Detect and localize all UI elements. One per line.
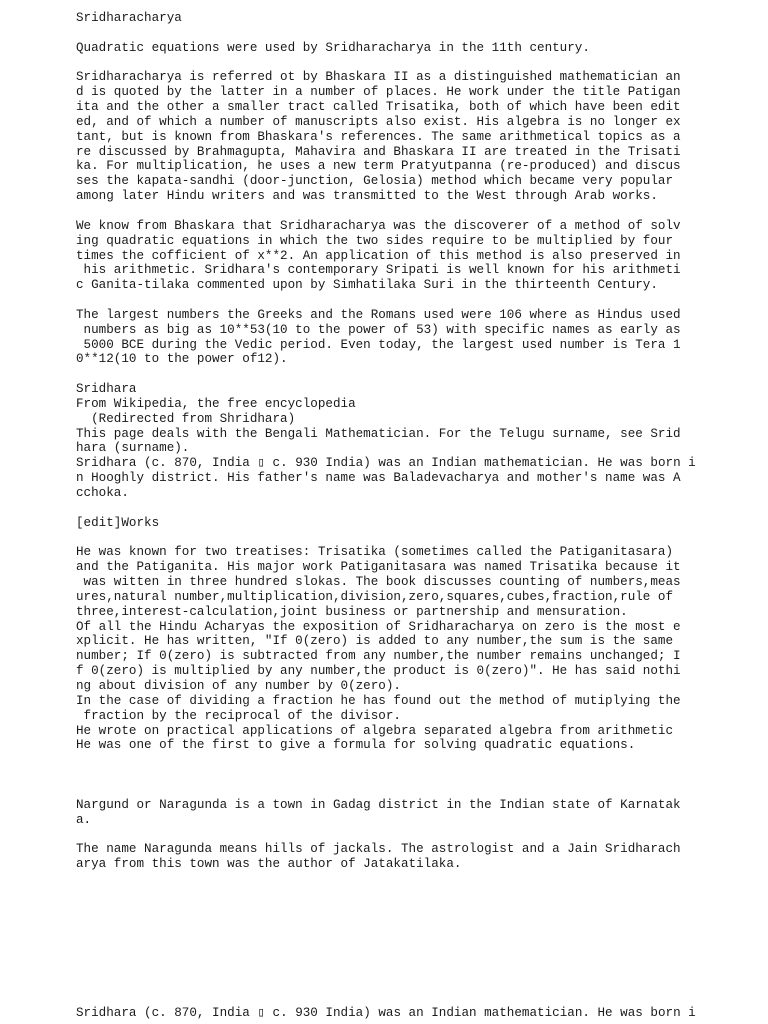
- text-line: ing quadratic equations in which the two sides require to be multiplied by four: [76, 233, 674, 248]
- spacer: [76, 916, 736, 931]
- paragraph-naragunda-name: [76, 842, 736, 872]
- text-line: n Hooghly district. His father's name was Baladevacharya and mother's name was A: [76, 471, 681, 486]
- text-line: ng about division of any number by 0(zero).: [76, 678, 401, 693]
- spacer: [76, 753, 736, 768]
- text-line: fraction by the reciprocal of the divisor.: [76, 708, 401, 723]
- text-line: three,interest-calculation,joint business or partnership and mensuration.: [76, 604, 628, 619]
- spacer: [76, 946, 736, 961]
- text-line: Sridhara (c. 870, India ▯ c. 930 India) was an Indian mathematician. He was born i: [76, 456, 696, 471]
- text-line: ed, and of which a number of manuscripts also exist. His algebra is no longer ex: [76, 114, 681, 129]
- text-line: his arithmetic. Sridhara's contemporary Sripati is well known for his arithmeti: [76, 263, 681, 278]
- paragraph-sridharacharya-bio: [76, 70, 736, 204]
- spacer: [76, 293, 736, 308]
- spacer: [76, 531, 736, 546]
- text-line: 0**12(10 to the power of12).: [76, 352, 288, 367]
- spacer: [76, 783, 736, 798]
- text-line: and the Patiganita. His major work Patiganitasara was named Trisatika because it: [76, 560, 681, 575]
- text-line: 5000 BCE during the Vedic period. Even today, the largest used number is Tera 1: [76, 337, 681, 352]
- text-line: was witten in three hundred slokas. The book discusses counting of numbers,meas: [76, 575, 681, 590]
- text-line: number; If 0(zero) is subtracted from any number,the number remains unchanged; I: [76, 649, 681, 664]
- text-line: Of all the Hindu Acharyas the exposition of Sridharacharya on zero is the most e: [76, 619, 681, 634]
- text-line: Nargund or Naragunda is a town in Gadag district in the Indian state of Karnatak: [76, 797, 681, 812]
- text-line: re discussed by Brahmagupta, Mahavira and Bhaskara II are treated in the Trisati: [76, 144, 681, 159]
- text-line: c Ganita-tilaka commented upon by Simhatilaka Suri in the thirteenth Century.: [76, 278, 658, 293]
- text-line: tant, but is known from Bhaskara's references. The same arithmetical topics as a: [76, 129, 681, 144]
- spacer: [76, 501, 736, 516]
- spacer: [76, 768, 736, 783]
- text-line: times the cofficient of x**2. An application of this method is also preserved in: [76, 248, 681, 263]
- text-line: ka. For multiplication, he uses a new term Pratyutpanna (re-produced) and discus: [76, 159, 681, 174]
- text-line: He was one of the first to give a formula for solving quadratic equations.: [76, 738, 636, 753]
- spacer: [76, 56, 736, 71]
- spacer: [76, 931, 736, 946]
- works-heading: [edit]Works: [76, 515, 160, 530]
- spacer: [76, 991, 736, 1006]
- spacer: [76, 976, 736, 991]
- paragraph-nargund: [76, 798, 736, 828]
- spacer: [76, 887, 736, 902]
- works-section: [76, 545, 736, 753]
- spacer: [76, 367, 736, 382]
- text-line: hara (surname).: [76, 441, 190, 456]
- text-line: ita and the other a smaller tract called Trisatika, both of which have been edit: [76, 100, 681, 115]
- text-line: In the case of dividing a fraction he has found out the method of mutiplying the: [76, 693, 681, 708]
- spacer: [76, 26, 736, 41]
- spacer: [76, 204, 736, 219]
- paragraph-largest-numbers: [76, 308, 736, 367]
- text-line: a.: [76, 812, 92, 827]
- text-line: numbers as big as 10**53(10 to the power of 53) with specific names as early as: [76, 322, 681, 337]
- text-line: The largest numbers the Greeks and the Romans used were 106 where as Hindus used: [76, 307, 681, 322]
- footer-line: Sridhara (c. 870, India ▯ c. 930 India) was an Indian mathematician. He was born i: [76, 1005, 696, 1020]
- spacer: [76, 872, 736, 887]
- wikipedia-excerpt: [76, 382, 736, 501]
- document-page: [76, 11, 736, 1020]
- text-line: arya from this town was the author of Jatakatilaka.: [76, 857, 462, 872]
- text-line: among later Hindu writers and was transmitted to the West through Arab works.: [76, 189, 658, 204]
- document-heading: Sridharacharya: [76, 11, 182, 25]
- text-line: ses the kapata-sandhi (door-junction, Gelosia) method which became very popular: [76, 174, 674, 189]
- text-line: From Wikipedia, the free encyclopedia: [76, 396, 356, 411]
- intro-line: Quadratic equations were used by Sridharacharya in the 11th century.: [76, 40, 590, 55]
- text-line: Sridharacharya is referred ot by Bhaskara II as a distinguished mathematician an: [76, 70, 681, 85]
- text-line: He wrote on practical applications of algebra separated algebra from arithmetic: [76, 723, 674, 738]
- text-line: The name Naragunda means hills of jackals. The astrologist and a Jain Sridharach: [76, 842, 681, 857]
- text-line: (Redirected from Shridhara): [76, 411, 296, 426]
- spacer: [76, 961, 736, 976]
- paragraph-quadratic-method: [76, 219, 736, 293]
- text-line: He was known for two treatises: Trisatika (sometimes called the Patiganitasara): [76, 545, 674, 560]
- spacer: [76, 902, 736, 917]
- text-line: We know from Bhaskara that Sridharacharya was the discoverer of a method of solv: [76, 218, 681, 233]
- text-line: Sridhara: [76, 382, 137, 397]
- text-line: ures,natural number,multiplication,division,zero,squares,cubes,fraction,rule of: [76, 589, 674, 604]
- text-line: d is quoted by the latter in a number of places. He work under the title Patigan: [76, 85, 681, 100]
- text-line: xplicit. He has written, "If 0(zero) is added to any number,the sum is the same: [76, 634, 674, 649]
- text-line: This page deals with the Bengali Mathematician. For the Telugu surname, see Srid: [76, 426, 681, 441]
- text-line: f 0(zero) is multiplied by any number,the product is 0(zero)". He has said nothi: [76, 664, 681, 679]
- spacer: [76, 827, 736, 842]
- text-line: cchoka.: [76, 486, 129, 500]
